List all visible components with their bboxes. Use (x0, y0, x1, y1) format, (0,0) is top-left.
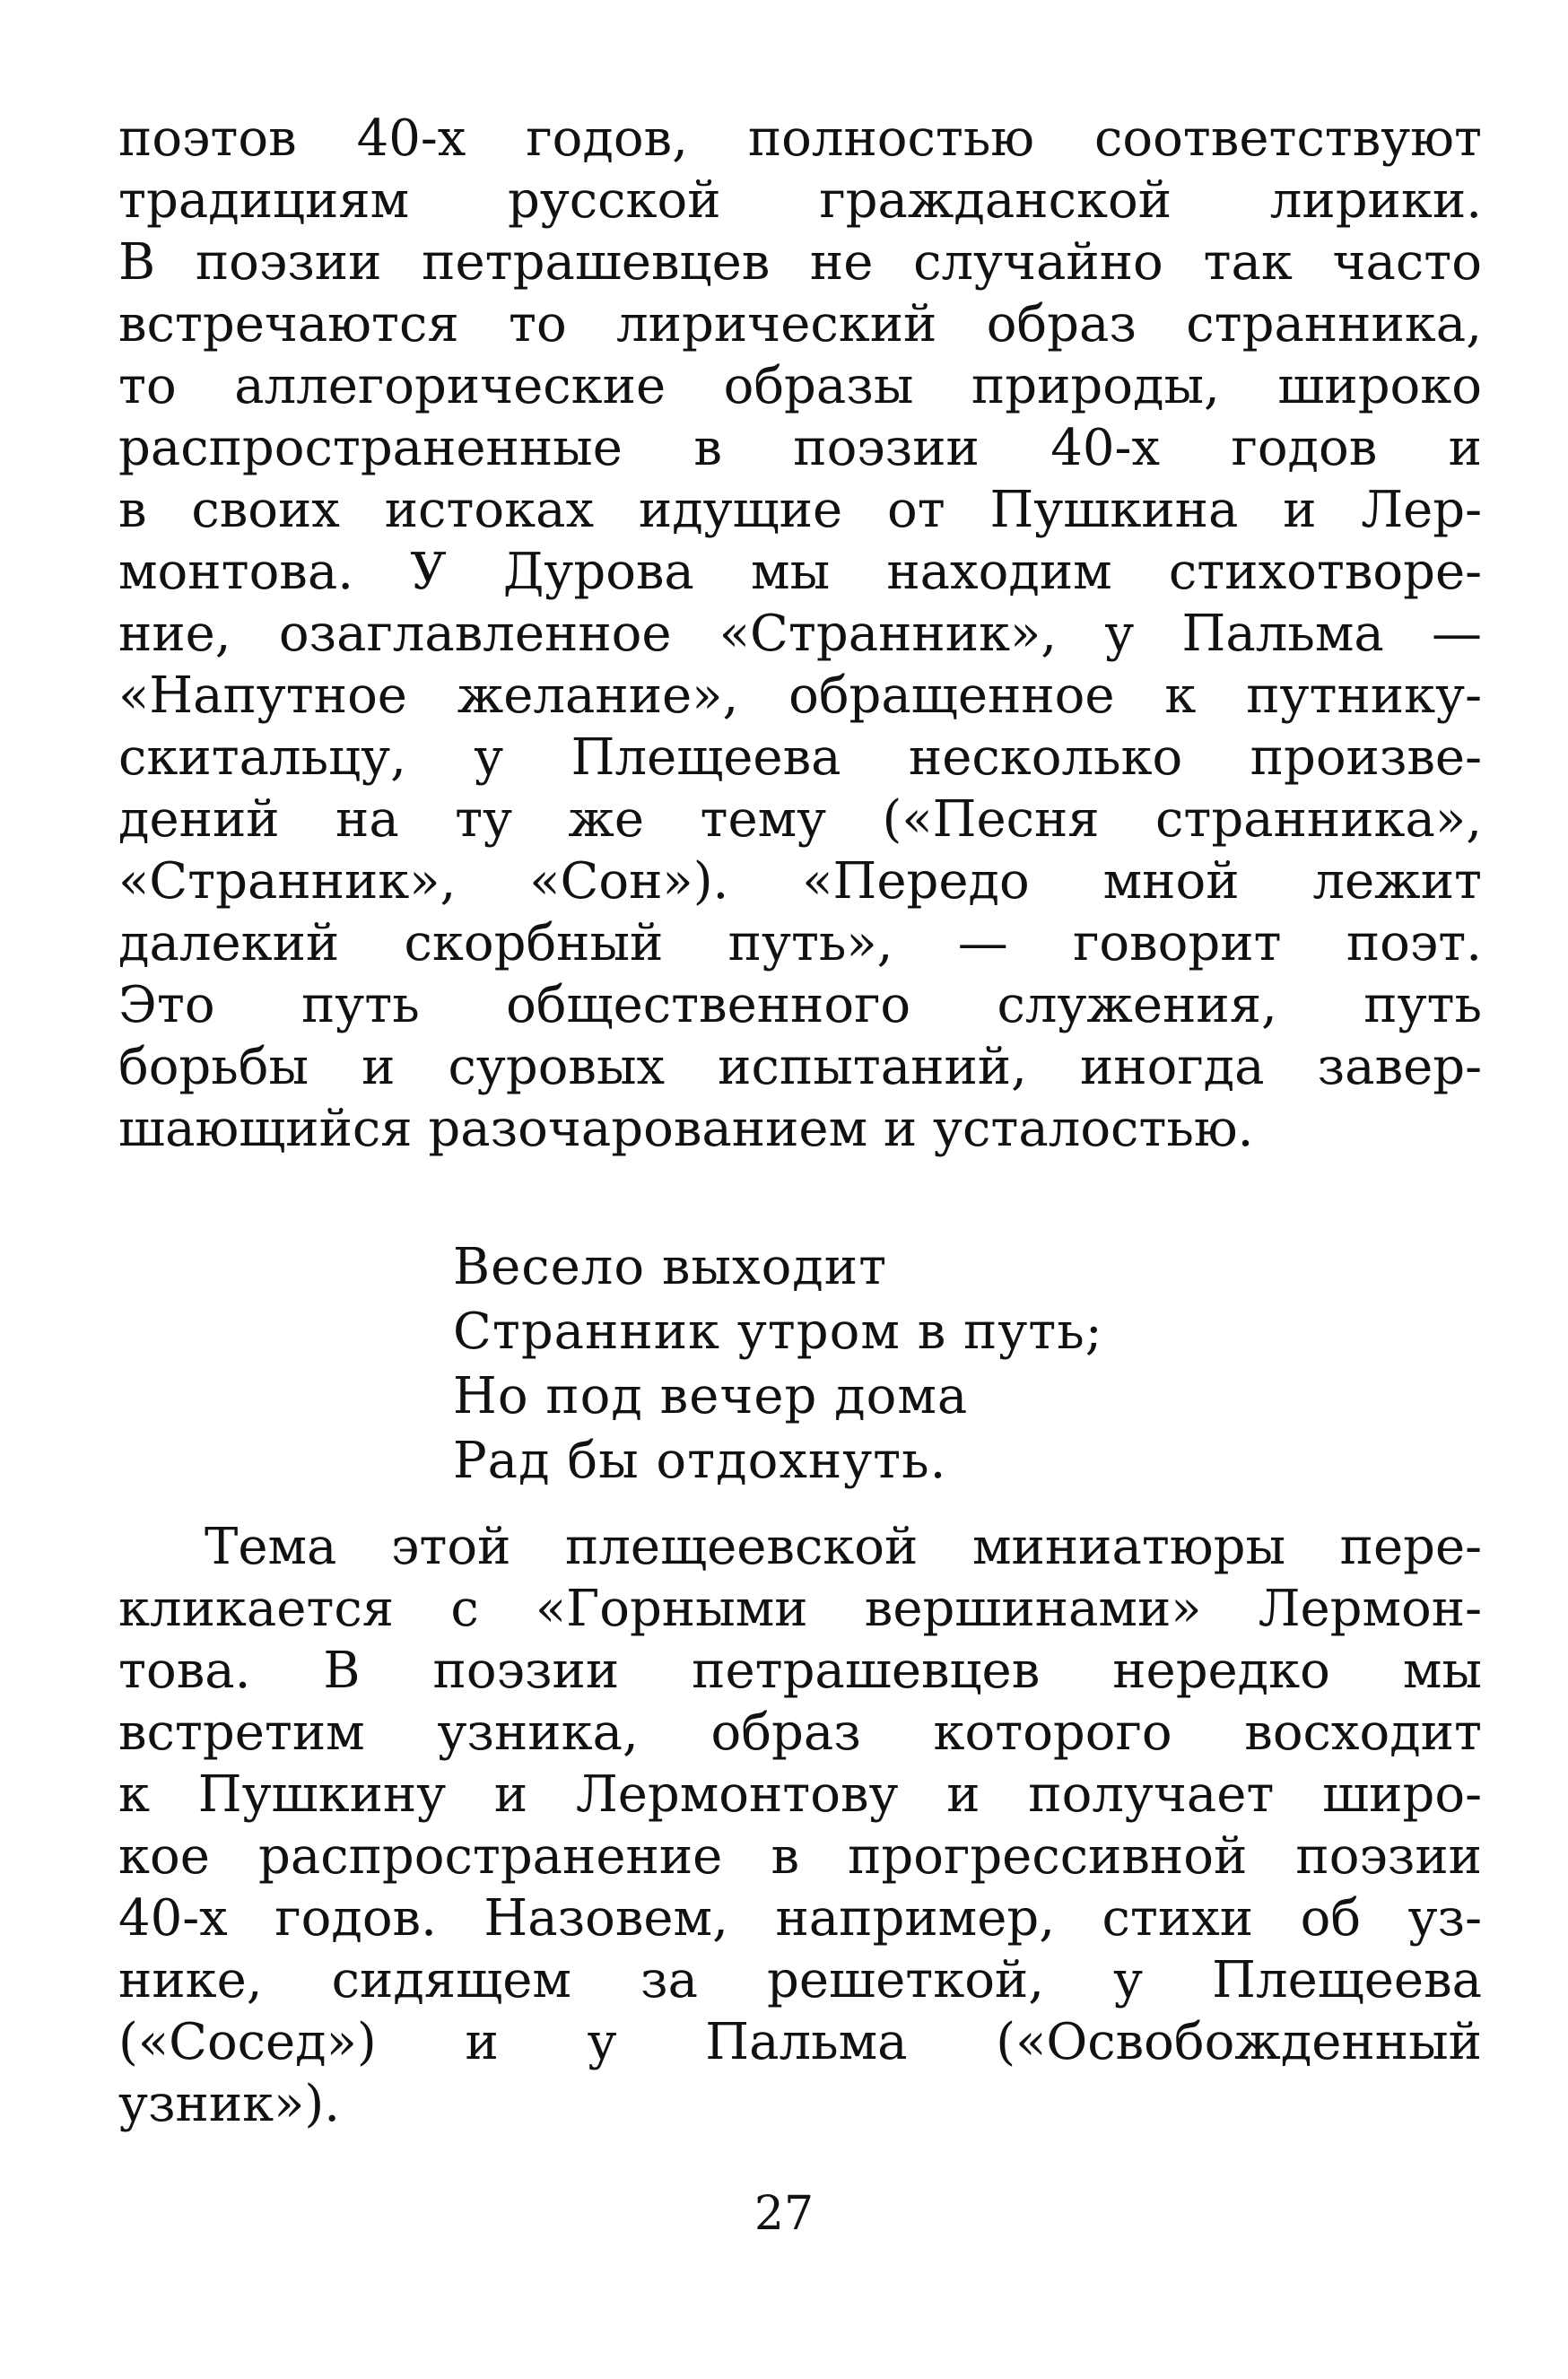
text-line: борьбы и суровых испытаний, иногда завер- (118, 1038, 1482, 1096)
text-line: кликается с «Горными вершинами» Лермон- (118, 1580, 1482, 1638)
text-line: дений на ту же тему («Песня странника», (118, 790, 1482, 849)
poem-line: Рад бы отдохнуть. (453, 1432, 947, 1490)
text-line: далекий скорбный путь», — говорит поэт. (118, 914, 1482, 972)
text-line: кое распространение в прогрессивной поэзии (118, 1827, 1482, 1886)
page-number: 27 (754, 2187, 814, 2241)
poem-line: Странник утром в путь; (453, 1303, 1103, 1361)
poem-line: Весело выходит (453, 1238, 888, 1296)
text-line: («Сосед») и у Пальма («Освобожденный (118, 2013, 1482, 2071)
paragraph-2 (118, 1516, 1482, 2135)
text-line: распространенные в поэзии 40-х годов и (118, 419, 1482, 477)
text-line: нике, сидящем за решеткой, у Плещеева (118, 1951, 1482, 2009)
text-line: «Напутное желание», обращенное к путнику- (118, 667, 1482, 725)
text-line: скитальцу, у Плещеева несколько произве- (118, 728, 1482, 787)
text-line: шающийся разочарованием и усталостью. (118, 1100, 1254, 1158)
text-line: встретим узника, образ которого восходит (118, 1704, 1482, 1762)
text-line: «Странник», «Сон»). «Передо мной лежит (118, 852, 1482, 911)
text-line: узник»). (118, 2075, 341, 2133)
text-line: к Пушкину и Лермонтову и получает широ- (118, 1765, 1482, 1824)
poem-quote (453, 1235, 1260, 1494)
poem-line: Но под вечер дома (453, 1367, 969, 1425)
paragraph-1 (118, 108, 1482, 1160)
text-line: В поэзии петрашевцев не случайно так часто (118, 233, 1482, 292)
text-line: встречаются то лирический образ странника, (118, 295, 1482, 353)
text-line: Тема этой плещеевской миниатюры пере- (205, 1518, 1482, 1576)
text-line: традициям русской гражданской лирики. (118, 171, 1482, 230)
text-line: 40-х годов. Назовем, например, стихи об уз- (118, 1889, 1482, 1948)
text-line: в своих истоках идущие от Пушкина и Лер- (118, 481, 1482, 539)
text-line: това. В поэзии петрашевцев нередко мы (118, 1642, 1482, 1700)
text-line: поэтов 40-х годов, полностью соответствуют (118, 109, 1482, 168)
text-line: монтова. У Дурова мы находим стихотворе- (118, 543, 1482, 601)
text-line: Это путь общественного служения, путь (118, 976, 1482, 1034)
text-line: то аллегорические образы природы, широко (118, 357, 1482, 415)
text-line: ние, озаглавленное «Странник», у Пальма — (118, 605, 1482, 663)
